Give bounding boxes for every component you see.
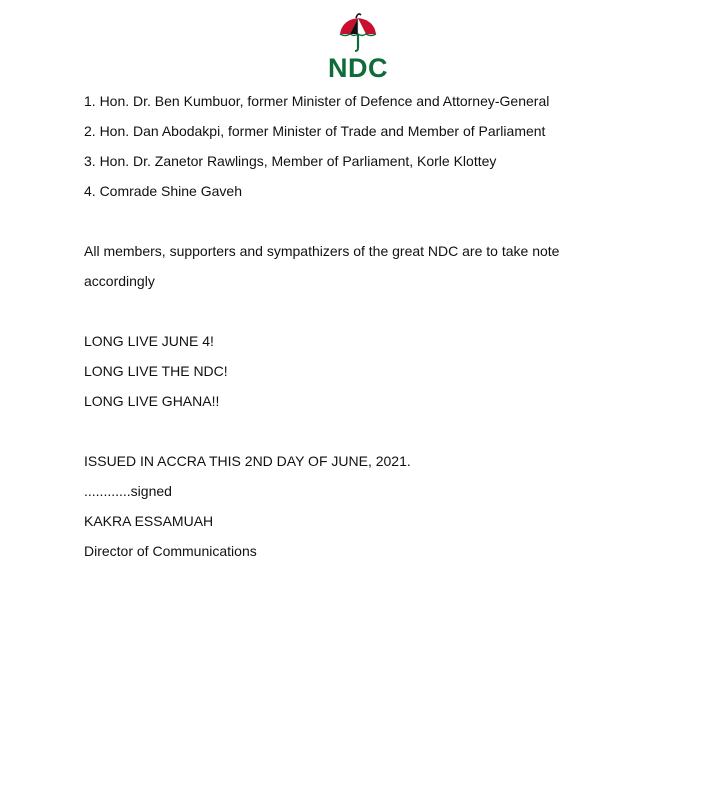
signatory-title: Director of Communications xyxy=(84,543,257,559)
signature-line: ............signed xyxy=(84,483,172,499)
spacer xyxy=(84,206,644,236)
slogan-ghana: LONG LIVE GHANA!! xyxy=(84,393,220,409)
notice-line-1: All members, supporters and sympathizers of the great NDC are to take note xyxy=(84,243,560,259)
notice-line-2: accordingly xyxy=(84,273,155,289)
resolution-item-1: 1. Hon. Dr. Ben Kumbuor, former Minister of Defence and Attorney-General xyxy=(84,93,550,109)
signatory-name: KAKRA ESSAMUAH xyxy=(84,513,214,529)
umbrella-icon xyxy=(336,12,380,52)
document-body xyxy=(84,86,644,566)
resolution-item-2: 2. Hon. Dan Abodakpi, former Minister of Trade and Member of Parliament xyxy=(84,123,546,139)
slogan-june4: LONG LIVE JUNE 4! xyxy=(84,333,214,349)
slogan-ndc: LONG LIVE THE NDC! xyxy=(84,363,228,379)
resolution-item-4: 4. Comrade Shine Gaveh xyxy=(84,183,242,199)
spacer xyxy=(84,416,644,446)
logo-text: NDC xyxy=(328,53,388,83)
ndc-logo xyxy=(322,12,394,84)
issued-statement: ISSUED IN ACCRA THIS 2ND DAY OF JUNE, 2021. xyxy=(84,453,411,469)
spacer xyxy=(84,296,644,326)
resolution-item-3: 3. Hon. Dr. Zanetor Rawlings, Member of Parliament, Korle Klottey xyxy=(84,153,497,169)
